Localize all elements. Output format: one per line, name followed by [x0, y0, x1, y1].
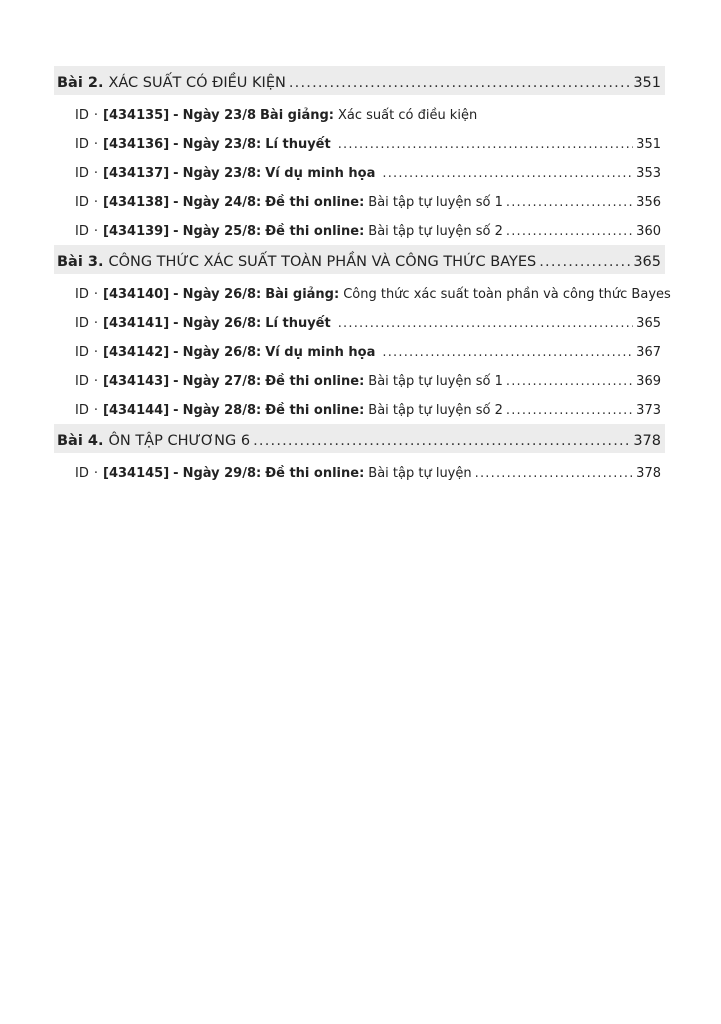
- entry-dash: -: [173, 195, 179, 210]
- toc-entry[interactable]: [54, 98, 665, 127]
- entry-id-label: ID: [75, 195, 89, 210]
- entry-title: Bài tập tự luyện số 2: [368, 403, 503, 418]
- entry-date: Ngày 23/8: [182, 108, 257, 123]
- dot-leader: [382, 166, 633, 181]
- entry-id-label: ID: [75, 224, 89, 239]
- toc-entry[interactable]: [54, 127, 665, 156]
- entry-title: Bài tập tự luyện số 1: [368, 195, 503, 210]
- entry-code: [434139]: [103, 224, 170, 239]
- entry-kind: Lí thuyết: [265, 137, 331, 152]
- entry-code: [434142]: [103, 345, 170, 360]
- entry-title: Bài tập tự luyện: [368, 466, 472, 481]
- entry-separator: ·: [93, 166, 98, 181]
- dot-leader: [506, 374, 633, 389]
- entry-id-label: ID: [75, 316, 89, 331]
- entry-code: [434143]: [103, 374, 170, 389]
- entry-id-label: ID: [75, 287, 89, 302]
- entry-id-label: ID: [75, 108, 89, 123]
- entry-id-label: ID: [75, 374, 89, 389]
- dot-leader: [506, 195, 633, 210]
- entry-dash: -: [173, 108, 179, 123]
- toc-entry[interactable]: [54, 335, 665, 364]
- entry-dash: -: [173, 287, 179, 302]
- entry-page-number: 351: [636, 137, 661, 152]
- entry-dash: -: [173, 166, 179, 181]
- entry-date: Ngày 26/8:: [182, 316, 262, 331]
- toc-entry[interactable]: [54, 277, 671, 306]
- entry-page-number: 360: [636, 224, 661, 239]
- entry-date: Ngày 23/8:: [182, 137, 262, 152]
- entry-title: Bài tập tự luyện số 2: [368, 224, 503, 239]
- entry-dash: -: [173, 374, 179, 389]
- entry-page-number: 353: [636, 166, 661, 181]
- section-number: Bài 2.: [57, 75, 104, 91]
- entry-page-number: 367: [636, 345, 661, 360]
- entry-title: Xác suất có điều kiện: [337, 108, 478, 123]
- entry-date: Ngày 25/8:: [182, 224, 262, 239]
- dot-leader: [382, 345, 633, 360]
- entry-page-number: 378: [636, 466, 661, 481]
- entry-separator: ·: [93, 108, 98, 123]
- entry-kind: Bài giảng:: [260, 108, 334, 123]
- section-title: ÔN TẬP CHƯƠNG 6: [108, 433, 251, 449]
- toc-entry[interactable]: [54, 156, 665, 185]
- entry-id-label: ID: [75, 466, 89, 481]
- entry-separator: ·: [93, 345, 98, 360]
- section-number: Bài 3.: [57, 254, 104, 270]
- entry-kind: Bài giảng:: [265, 287, 340, 302]
- entry-page-number: 365: [636, 316, 661, 331]
- entry-id-label: ID: [75, 403, 89, 418]
- entry-code: [434137]: [103, 166, 170, 181]
- section-title: CÔNG THỨC XÁC SUẤT TOÀN PHẦN VÀ CÔNG THỨC BAYES: [108, 254, 537, 270]
- entry-separator: ·: [93, 224, 98, 239]
- toc-entry-list: [54, 95, 665, 245]
- dot-leader: [338, 137, 633, 152]
- entry-id-label: ID: [75, 166, 89, 181]
- entry-code: [434144]: [103, 403, 170, 418]
- entry-page-number: 369: [636, 374, 661, 389]
- dot-leader: [253, 433, 630, 449]
- entry-title: Bài tập tự luyện số 1: [368, 374, 503, 389]
- entry-code: [434141]: [103, 316, 170, 331]
- dot-leader: [539, 254, 630, 270]
- toc-section-heading[interactable]: [54, 245, 665, 274]
- toc-section-heading[interactable]: [54, 66, 665, 95]
- entry-date: Ngày 26/8:: [182, 345, 262, 360]
- entry-separator: ·: [93, 287, 98, 302]
- entry-kind: Đề thi online:: [265, 374, 365, 389]
- entry-date: Ngày 29/8:: [182, 466, 262, 481]
- entry-code: [434138]: [103, 195, 170, 210]
- table-of-contents: [54, 66, 671, 487]
- entry-code: [434140]: [103, 287, 170, 302]
- toc-entry-list: [54, 274, 671, 424]
- toc-entry[interactable]: [54, 456, 665, 485]
- entry-separator: ·: [93, 374, 98, 389]
- entry-separator: ·: [93, 195, 98, 210]
- toc-entry-list: [54, 453, 665, 487]
- entry-dash: -: [173, 224, 179, 239]
- entry-dash: -: [173, 316, 179, 331]
- toc-entry[interactable]: [54, 185, 665, 214]
- entry-dash: -: [173, 137, 179, 152]
- entry-separator: ·: [93, 137, 98, 152]
- toc-entry[interactable]: [54, 364, 665, 393]
- dot-leader: [506, 403, 633, 418]
- entry-dash: -: [173, 403, 179, 418]
- entry-separator: ·: [93, 466, 98, 481]
- toc-entry[interactable]: [54, 306, 665, 335]
- entry-title: Công thức xác suất toàn phần và công thức Bayes: [343, 287, 671, 302]
- entry-dash: -: [173, 466, 179, 481]
- entry-kind: Đề thi online:: [265, 403, 365, 418]
- entry-date: Ngày 26/8:: [182, 287, 262, 302]
- entry-date: Ngày 23/8:: [182, 166, 262, 181]
- section-page-number: 378: [633, 433, 661, 449]
- toc-entry[interactable]: [54, 393, 665, 422]
- section-number: Bài 4.: [57, 433, 104, 449]
- entry-date: Ngày 28/8:: [182, 403, 262, 418]
- entry-separator: ·: [93, 403, 98, 418]
- entry-date: Ngày 24/8:: [182, 195, 262, 210]
- entry-kind: Ví dụ minh họa: [265, 345, 376, 360]
- entry-code: [434136]: [103, 137, 170, 152]
- entry-code: [434135]: [103, 108, 170, 123]
- entry-kind: Đề thi online:: [265, 466, 365, 481]
- section-page-number: 365: [633, 254, 661, 270]
- section-title: XÁC SUẤT CÓ ĐIỀU KIỆN: [108, 75, 286, 91]
- entry-page-number: 356: [636, 195, 661, 210]
- entry-date: Ngày 27/8:: [182, 374, 262, 389]
- entry-kind: Ví dụ minh họa: [265, 166, 376, 181]
- toc-section-heading[interactable]: [54, 424, 665, 453]
- entry-page-number: 373: [636, 403, 661, 418]
- section-page-number: 351: [633, 75, 661, 91]
- entry-kind: Lí thuyết: [265, 316, 331, 331]
- toc-entry[interactable]: [54, 214, 665, 243]
- dot-leader: [289, 75, 630, 91]
- entry-id-label: ID: [75, 345, 89, 360]
- entry-kind: Đề thi online:: [265, 224, 365, 239]
- entry-separator: ·: [93, 316, 98, 331]
- entry-kind: Đề thi online:: [265, 195, 365, 210]
- dot-leader: [475, 466, 634, 481]
- dot-leader: [506, 224, 633, 239]
- entry-dash: -: [173, 345, 179, 360]
- entry-code: [434145]: [103, 466, 170, 481]
- entry-id-label: ID: [75, 137, 89, 152]
- dot-leader: [338, 316, 633, 331]
